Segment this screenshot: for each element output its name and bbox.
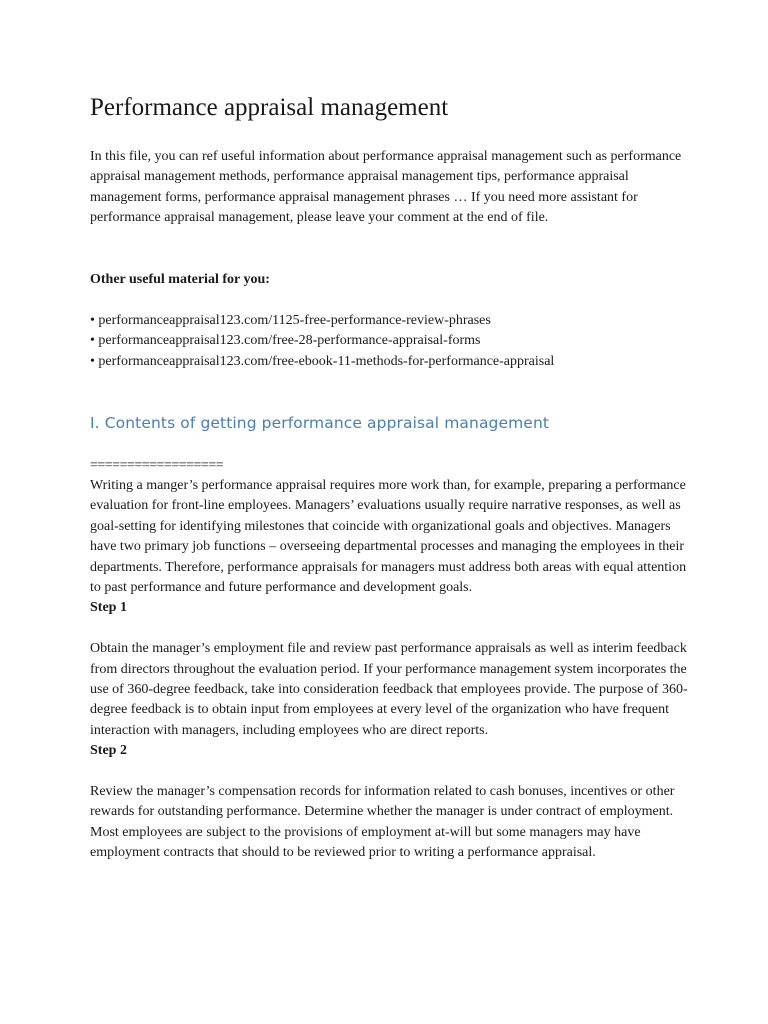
link-item-appraisal-forms[interactable]: • performanceappraisal123.com/free-28-performance-appraisal-forms	[90, 333, 481, 349]
useful-material-heading: Other useful material for you:	[90, 272, 270, 287]
useful-links-list	[90, 311, 554, 372]
section-heading: I. Contents of getting performance appraisal management	[90, 414, 550, 432]
link-item-ebook-methods[interactable]: • performanceappraisal123.com/free-ebook-11-methods-for-performance-appraisal	[90, 353, 555, 369]
step-2-text: Review the manager’s compensation records for information related to cash bonuses, incentives or other rewards for outstanding performance. Determine whether the manager is under contract of employment. Most employees are subject to the provisions of employment at-will but some managers may have employment contracts that should to be reviewed prior to writing a performance appraisal.	[90, 784, 675, 861]
link-item-review-phrases[interactable]: • performanceappraisal123.com/1125-free-performance-review-phrases	[90, 313, 491, 328]
step-1-text: Obtain the manager’s employment file and review past performance appraisals as well as interim feedback from directors throughout the evaluation period. If your performance management system incorporates the use of 360-degree feedback, take into consideration feedback that employees provide. The purpose of 360-degree feedback is to obtain input from employees at every level of the organization who have frequent interaction with managers, including employees who are direct reports.	[90, 641, 688, 738]
intro-paragraph: In this file, you can ref useful information about performance appraisal management such as performance appraisal management methods, performance appraisal management tips, performance appraisal management forms, performance appraisal management phrases … If you need more assistant for performance appraisal management, please leave your comment at the end of file.	[90, 149, 682, 226]
step-2-label: Step 2	[90, 743, 127, 759]
section-paragraph: Writing a manger’s performance appraisal requires more work than, for example, preparing a performance evaluation for front-line employees. Managers’ evaluations usually require narrative responses, as well as goal-setting for identifying milestones that coincide with organizational goals and objectives. Managers have two primary job functions – overseeing departmental processes and managing the employees in their departments. Therefore, performance appraisals for managers must address both areas with equal attention to past performance and future performance and development goals.	[90, 478, 687, 596]
step-1-label: Step 1	[90, 600, 127, 616]
document-title: Performance appraisal management	[90, 94, 449, 121]
text-divider: ==================	[90, 458, 224, 473]
section-body	[90, 456, 690, 864]
